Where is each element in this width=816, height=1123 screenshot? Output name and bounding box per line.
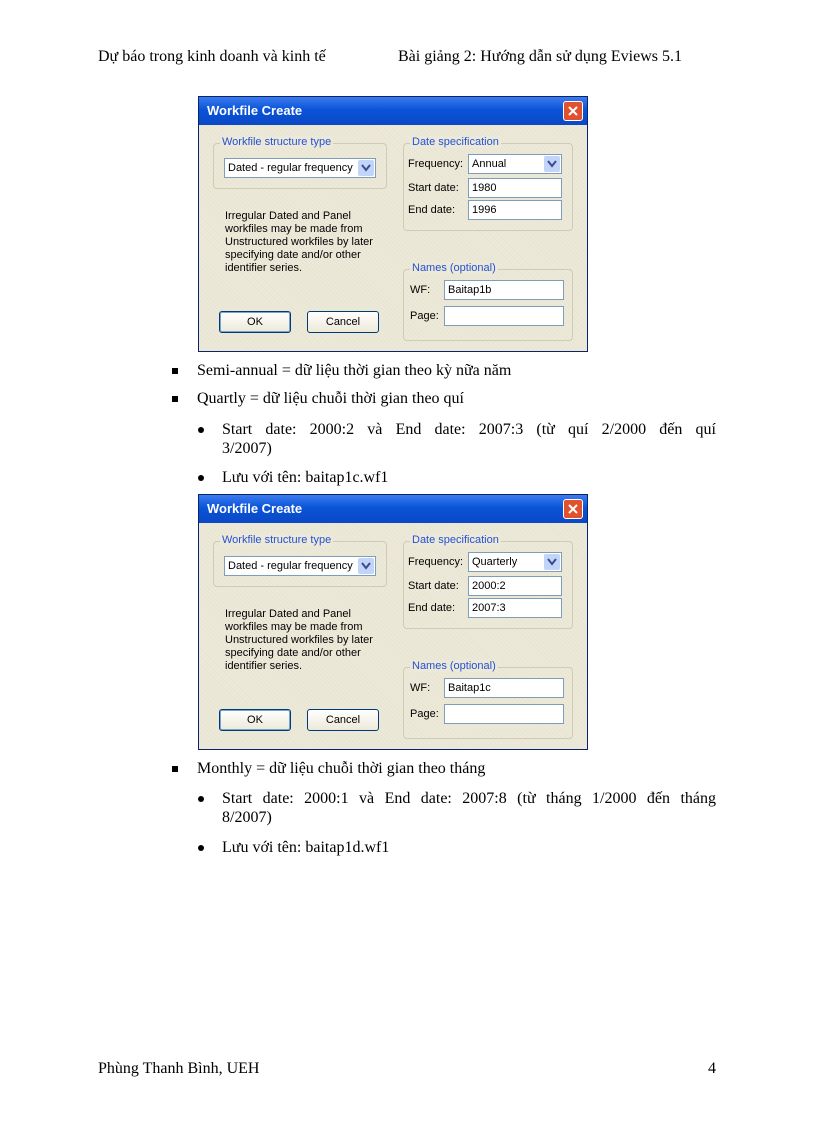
end-date-label: End date: [408,204,456,216]
bullet-text: Lưu với tên: baitap1d.wf1 [222,839,390,856]
structure-group [213,534,387,587]
page-number: 4 [708,1060,716,1077]
frequency-value: Annual [472,158,507,170]
names-group-label: Names (optional) [412,660,496,672]
structure-note: Irregular Dated and Panel workfiles may be made from Unstructured workfiles by later specifying date and/or other identifier series. [225,608,373,672]
start-date-label: Start date: [408,580,459,592]
square-bullet-icon [172,396,178,402]
bullet-text-line1: Start date: 2000:1 và End date: 2007:8 (từ tháng 1/2000 đến tháng [222,790,716,807]
names-group [403,660,573,739]
bullet-text: Monthly = dữ liệu chuỗi thời gian theo tháng [197,760,486,777]
close-button[interactable] [563,499,583,519]
structure-type-select[interactable] [224,556,376,576]
bullet-text-line2: 3/2007) [222,440,272,457]
workfile-create-dialog-quarterly [198,494,588,750]
page-label: Page: [410,708,439,720]
round-bullet-icon [198,427,204,433]
header-course-title: Dự báo trong kinh doanh và kinh tế [98,48,326,65]
date-spec-group [403,136,573,231]
wf-name-input[interactable]: Baitap1c [444,678,564,698]
frequency-select[interactable] [468,552,562,572]
cancel-button[interactable]: Cancel [307,311,379,333]
chevron-down-icon [544,554,560,570]
bullet-text: Lưu với tên: baitap1c.wf1 [222,469,389,486]
cancel-button[interactable]: Cancel [307,709,379,731]
footer-author: Phùng Thanh Bình, UEH [98,1060,260,1077]
start-date-input[interactable]: 1980 [468,178,562,198]
names-group-label: Names (optional) [412,262,496,274]
structure-type-value: Dated - regular frequency [228,162,353,174]
structure-group [213,136,387,189]
page-name-input[interactable] [444,306,564,326]
page-name-input[interactable] [444,704,564,724]
bullet-text: Semi-annual = dữ liệu thời gian theo kỳ nữa năm [197,362,512,379]
chevron-down-icon [544,156,560,172]
header-lecture-title: Bài giảng 2: Hướng dẫn sử dụng Eviews 5.1 [398,48,682,65]
frequency-label: Frequency: [408,556,464,568]
chevron-down-icon [358,160,374,176]
close-icon [567,503,579,515]
structure-type-value: Dated - regular frequency [228,560,353,572]
round-bullet-icon [198,796,204,802]
ok-button[interactable]: OK [219,709,291,731]
chevron-down-icon [358,558,374,574]
structure-type-select[interactable] [224,158,376,178]
square-bullet-icon [172,368,178,374]
bullet-text-line1: Start date: 2000:2 và End date: 2007:3 (từ quí 2/2000 đến quí [222,421,716,438]
wf-name-input[interactable]: Baitap1b [444,280,564,300]
start-date-label: Start date: [408,182,459,194]
frequency-label: Frequency: [408,158,464,170]
start-date-input[interactable]: 2000:2 [468,576,562,596]
frequency-value: Quarterly [472,556,518,568]
structure-group-label: Workfile structure type [222,534,332,546]
round-bullet-icon [198,845,204,851]
close-icon [567,105,579,117]
structure-note: Irregular Dated and Panel workfiles may be made from Unstructured workfiles by later specifying date and/or other identifier series. [225,210,373,274]
dialog-title: Workfile Create [207,501,303,516]
bullet-text-line2: 8/2007) [222,809,272,826]
date-spec-label: Date specification [412,136,499,148]
end-date-input[interactable]: 1996 [468,200,562,220]
round-bullet-icon [198,475,204,481]
date-spec-group [403,534,573,629]
close-button[interactable] [563,101,583,121]
ok-button[interactable]: OK [219,311,291,333]
wf-label: WF: [410,682,431,694]
dialog-title-bar [199,97,587,125]
dialog-title: Workfile Create [207,103,303,118]
structure-group-label: Workfile structure type [222,136,332,148]
frequency-select[interactable] [468,154,562,174]
dialog-title-bar [199,495,587,523]
end-date-input[interactable]: 2007:3 [468,598,562,618]
workfile-create-dialog-annual [198,96,588,352]
names-group [403,262,573,341]
end-date-label: End date: [408,602,456,614]
date-spec-label: Date specification [412,534,499,546]
page-label: Page: [410,310,439,322]
square-bullet-icon [172,766,178,772]
wf-label: WF: [410,284,431,296]
bullet-text: Quartly = dữ liệu chuỗi thời gian theo quí [197,390,464,407]
